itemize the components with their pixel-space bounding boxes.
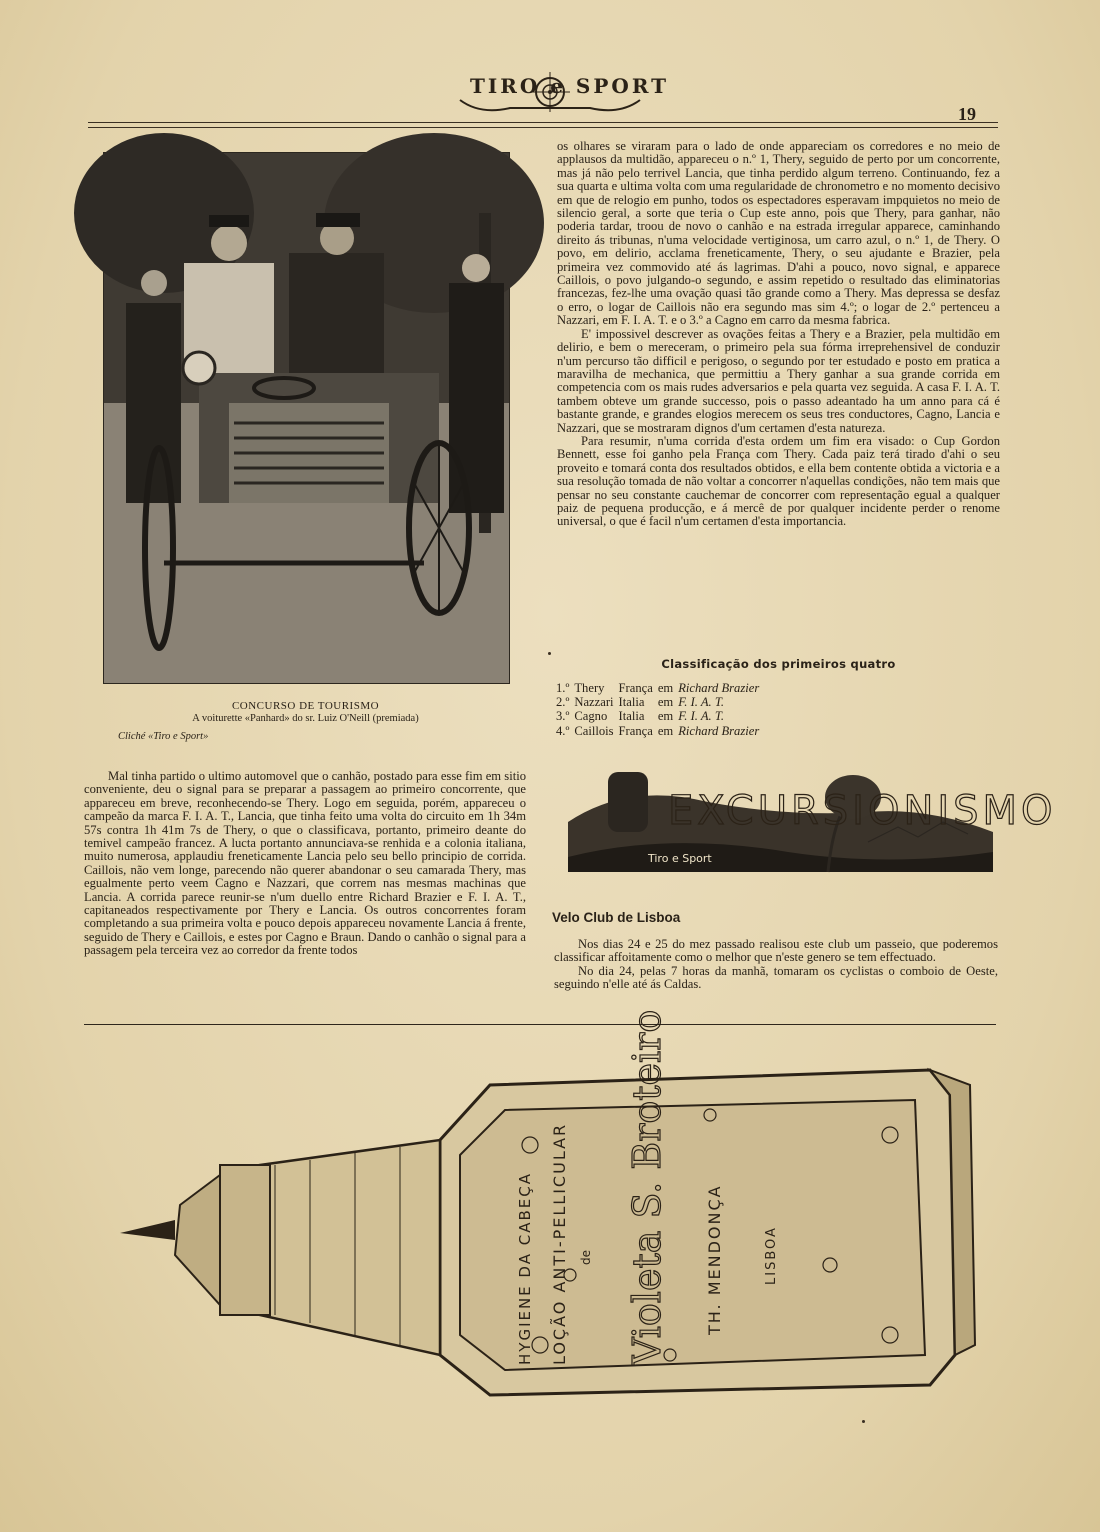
lotion-bottle-advert <box>110 1009 980 1415</box>
team: F. I. A. T. <box>678 709 725 724</box>
driver: Caillois <box>574 723 614 738</box>
table-row <box>556 695 764 709</box>
position: 1.º <box>556 681 570 695</box>
country: Italia <box>618 695 645 710</box>
table-row <box>556 681 764 695</box>
position: 4.º <box>556 723 570 738</box>
photo-caption-title: CONCURSO DE TOURISMO <box>231 700 380 712</box>
banner-title: EXCURSIONISMO <box>668 788 1057 834</box>
header-rule <box>88 122 998 123</box>
classification-table <box>556 681 764 738</box>
country: França <box>618 723 653 738</box>
article-right-column <box>557 140 1000 529</box>
em: em <box>657 709 674 724</box>
velo-club-article <box>554 938 998 992</box>
em: em <box>657 695 674 710</box>
banner-subtitle: Tiro e Sport <box>648 852 712 865</box>
country: Italia <box>618 709 645 724</box>
article-paragraph: E' impossivel descrever as ovações feitas a Thery e a Brazier, pela multidão em delirio, e bem o mereceram, o primeiro pela sua fórma irreprehensivel de conduzir n'um percurso tão difficil e perigoso, o segundo por ter estudado e posto em pratica a maravilha de mechanica, que permittiu a Thery ganhar a sua grande corrida em competencia com os mais rudes adversarios e pela quarta vez seguida. A casa F. I. A. T. tambem obteve um grande successo, pois o passo adeantado ha um anno para cá é bastante grande, e grandes elogios merecem os seus tres conductores, Cagno, Lancia e Nazzari, que se mostraram dignos d'um certamen d'esta natureza. <box>557 326 1000 435</box>
team: F. I. A. T. <box>678 695 725 710</box>
driver: Thery <box>574 681 605 695</box>
country: França <box>618 681 653 695</box>
advert-line1: HYGIENE DA CABEÇA <box>516 1172 534 1365</box>
team: Richard Brazier <box>678 681 760 695</box>
position: 2.º <box>556 695 570 710</box>
driver: Cagno <box>574 709 608 724</box>
header-rule-double <box>88 127 998 128</box>
page-number: 19 <box>958 104 976 124</box>
article-paragraph: Nos dias 24 e 25 do mez passado realisou este club um passeio, que poderemos classificar affoitamente como o melhor que n'este genero se tem effectuado. <box>554 937 998 965</box>
article-paragraph: Para resumir, n'uma corrida d'esta ordem um fim era visado: o Cup Gordon Bennett, esse foi ganho pela França com Thery. Cada paiz terá tirado d'ahi o seu proveito e tomará conta dos resultados obtidos, e ella bem contente obtida a victoria e a sua resolução tomada de não voltar a concorrer n'aquellas condições, não tem mais que pensar no seu constante cauchemar de concorrer com representação egual a qualquer paiz de pequena producção, e á mercê de por qualquer incidente perder o renome universal, o que é facil n'um certamen d'esta importancia. <box>557 433 1000 529</box>
excursionismo-banner <box>568 762 1057 872</box>
article-left-column <box>84 770 526 958</box>
print-speck <box>862 1420 865 1423</box>
advert-city: LISBOA <box>764 1226 779 1285</box>
article-paragraph: os olhares se viraram para o lado de onde appareciam os corredores e no meio de applausos da multidão, appareceu o n.º 1, Thery, seguido de perto por um concorrente, mas já não pelo terrivel Lancia, que tinha perdido algum terreno. Continuando, fez a sua quarta e ultima volta com uma regularidade de chronometro e no momento decisivo em que de relogio em punho, todos os espectadores esperavam impquietos no meio de silencio geral, a sorte que teria o Cup este anno, pois que Thery, para ganhar, não poderia tardar, troou de novo o canhão e na estrada irregular apparece, caminhando direito ás tribunas, n'uma velocidade vertiginosa, um carro azul, o n.º 1, de Thery. O povo, em delirio, acclama freneticamente, Thery, o seu ajudante e Brazier, pela primeira vez commovido até ás lagrimas. D'ahi a pouco, novo signal, e apparece Caillois, o povo julgando-o segundo, e assim repetido o resultado das eliminatorias francezas, fez-lhe uma ovação quasi tão grande como a Thery. Mas depressa se desfaz o erro, o logar de Caillois não era segundo mas sim 4.º; o logar de 2.º pertenceu a Nazzari, em F. I. A. T. e o 3.º a Cagno em carro da mesma fabrica. <box>557 139 1000 328</box>
table-row <box>556 724 764 738</box>
table-row <box>556 709 764 723</box>
em: em <box>657 723 674 738</box>
print-speck <box>548 652 551 655</box>
masthead-title: TIRO e SPORT <box>470 74 669 98</box>
team: Richard Brazier <box>678 723 760 738</box>
position: 3.º <box>556 709 570 724</box>
car-photo <box>103 152 510 684</box>
section-divider <box>84 1024 996 1025</box>
advert-brand: Violeta S. Broteiro <box>625 1009 669 1365</box>
em: em <box>657 681 674 695</box>
advert-maker: TH. MENDONÇA <box>705 1184 724 1335</box>
classification-heading: Classificação dos primeiros quatro <box>661 657 896 671</box>
article-paragraph: No dia 24, pelas 7 horas da manhã, tomaram os cyclistas o comboio de Oeste, seguindo n'elle até ás Caldas. <box>554 963 998 992</box>
article-paragraph: Mal tinha partido o ultimo automovel que o canhão, postado para esse fim em sitio conveniente, deu o signal para se preparar a passagem ao primeiro concorrente, que appareceu em breve, reconhecendo-se Thery. Logo em seguida, porém, appareceu o campeão da marca F. I. A. T., Lancia, que tinha feito uma volta do circuito em 1h 34m 57s contra 1h 41m 7s de Thery, o que o classificava, portanto, primeiro deante do temivel campeão francez. A lucta portanto annunciava-se renhida e a colonia italiana, muito numerosa, applaudiu freneticamente Lancia pelo seu bello principio de corrida. Caillois, não vem longe, parecendo não querer abandonar o seu camarada Thery, mas egualmente perto veem Cagno e Nazzari, que correm nas mesmas machinas que Lancia. A corrida parece reunir-se n'um duello entre Richard Brazier e F. I. A. T., capitaneados respectivamente por Thery e Lancia. Os outros concorrentes foram completando a sua primeira volta e pouco depois appareceu novamente Lancia á frente, seguido de Thery e Caillois, e estes por Cagno e Braun. Dando o canhão o signal para a passagem pela terceira vez ao corredor da frente todos <box>84 769 526 958</box>
driver: Nazzari <box>574 695 614 710</box>
photo-caption-sub: A voiturette «Panhard» do sr. Luiz O'Neill (premiada) <box>192 713 419 724</box>
advert-line2: LOÇÃO ANTI-PELLICULAR <box>550 1122 569 1365</box>
photo-credit: Cliché «Tiro e Sport» <box>118 731 209 742</box>
velo-club-title: Velo Club de Lisboa <box>552 910 681 925</box>
advert-line3: de <box>579 1250 593 1265</box>
